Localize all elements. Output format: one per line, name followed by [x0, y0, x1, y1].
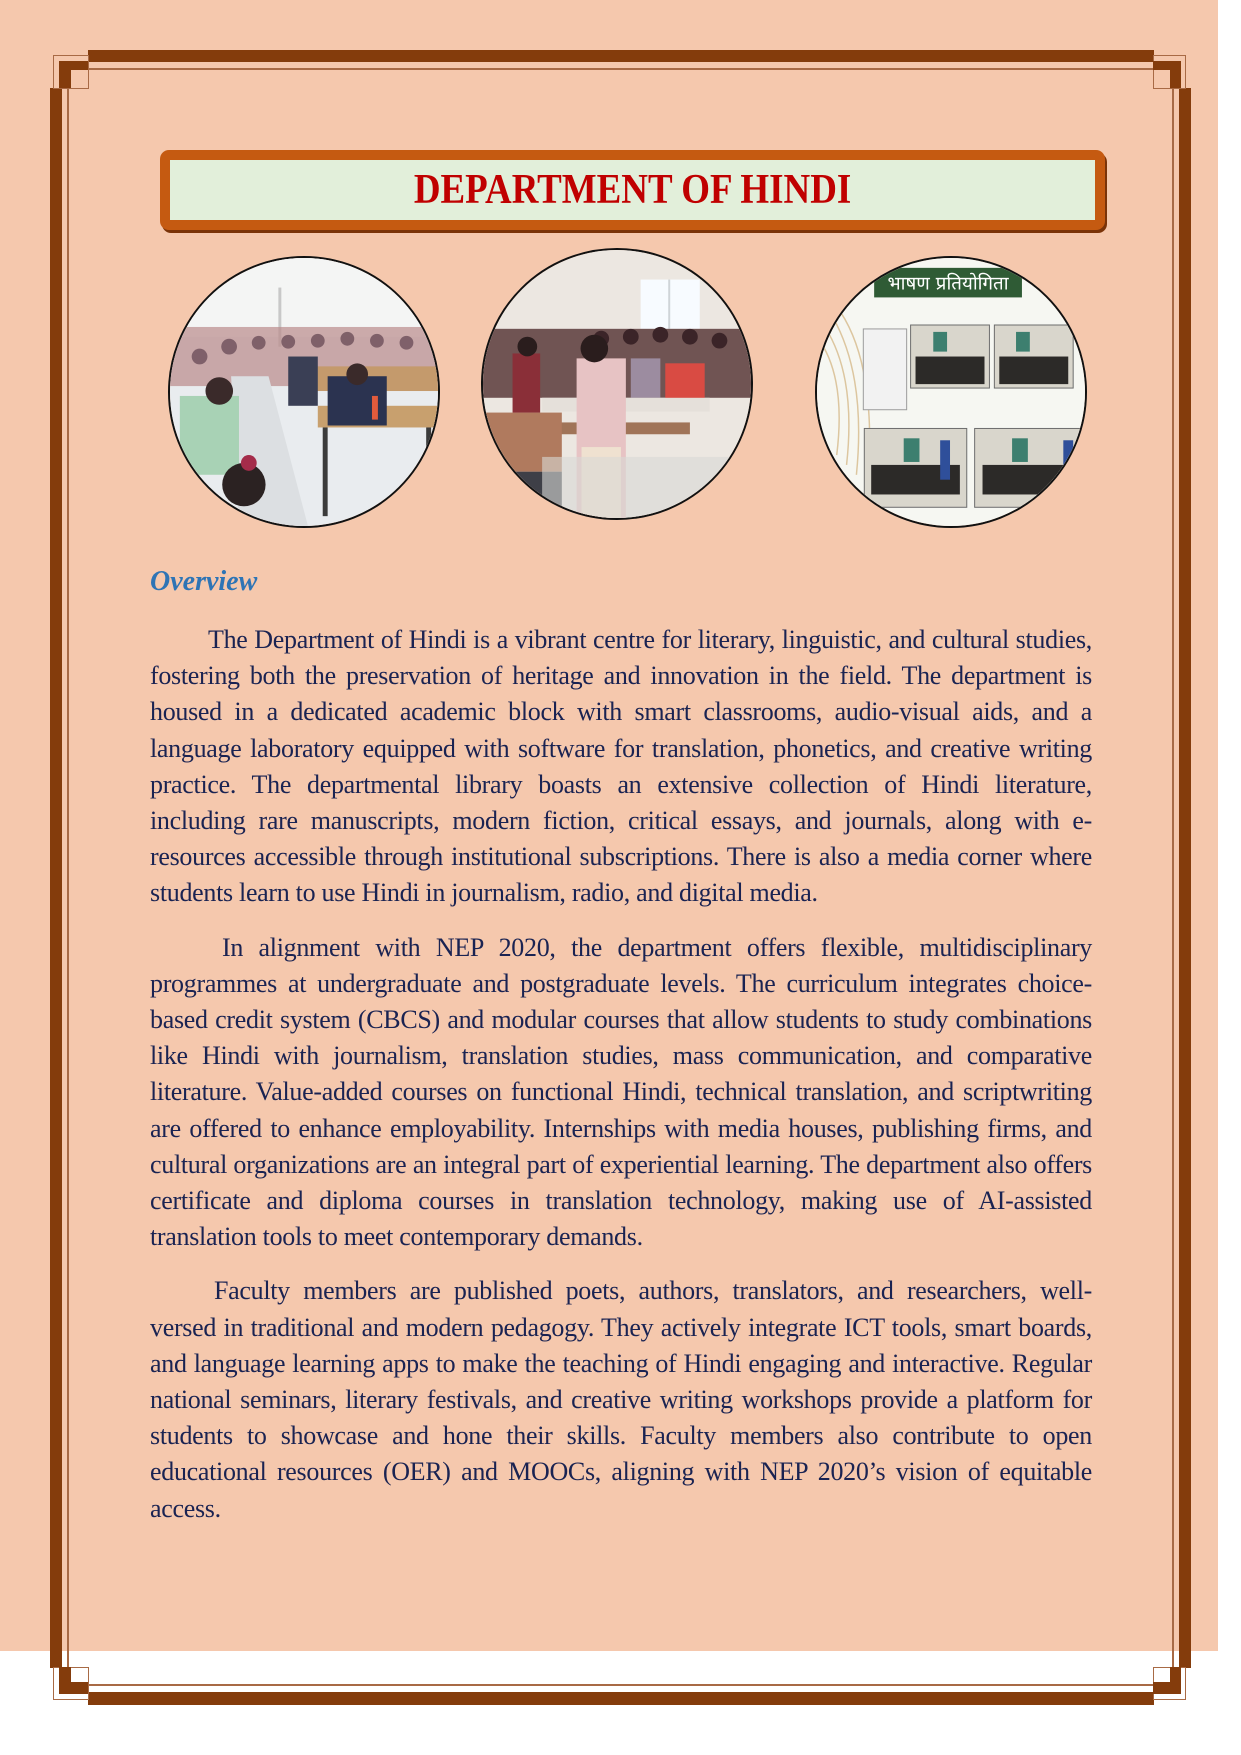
overview-heading: Overview [150, 566, 258, 597]
paragraph-programmes: In alignment with NEP 2020, the department offers flexible, multidisciplinary programmes at undergraduate and postgraduate levels. The curriculum integrates choice-based credit system (CBCS) and modular courses that allow students to study combinations like Hindi with journalism, translation studies, mass communication, and comparative literature. Value-added courses on functional Hindi, technical translation, and scriptwriting are offered to enhance employability. Internships with media houses, publishing firms, and cultural organizations are an integral part of experiential learning. The department also offers certificate and diploma courses in translation technology, making use of AI-assisted translation tools to meet contemporary demands. [150, 932, 1092, 1252]
title-banner [160, 150, 1105, 230]
svg-text:भाषण प्रतियोगिता: भाषण प्रतियोगिता [887, 273, 1009, 295]
paragraph-facilities: The Department of Hindi is a vibrant centre for literary, linguistic, and cultural studies, fostering both the preservation of heritage and innovation in the field. The department is housed in a dedicated academic block with smart classrooms, audio-visual aids, and a language laboratory equipped with software for translation, phonetics, and creative writing practice. The departmental library boasts an extensive collection of Hindi literature, including rare manuscripts, modern fiction, critical essays, and journals, along with e-resources accessible through institutional subscriptions. There is also a media corner where students learn to use Hindi in journalism, radio, and digital media. [150, 625, 1092, 908]
overview-body [150, 622, 1092, 1545]
page-title: DEPARTMENT OF HINDI [413, 167, 852, 213]
photo-classroom-teacher [481, 248, 753, 520]
paragraph-faculty: Faculty members are published poets, authors, translators, and researchers, well-versed in traditional and modern pedagogy. They actively integrate ICT tools, smart boards, and language learning apps to make the teaching of Hindi engaging and interactive. Regular national seminars, literary festivals, and creative writing workshops provide a platform for students to showcase and hone their skills. Faculty members also contribute to open educational resources (OER) and MOOCs, aligning with NEP 2020’s vision of equitable access. [150, 1276, 1092, 1523]
photo-exam-hall [168, 256, 440, 528]
photo-speech-competition-collage [815, 256, 1087, 528]
